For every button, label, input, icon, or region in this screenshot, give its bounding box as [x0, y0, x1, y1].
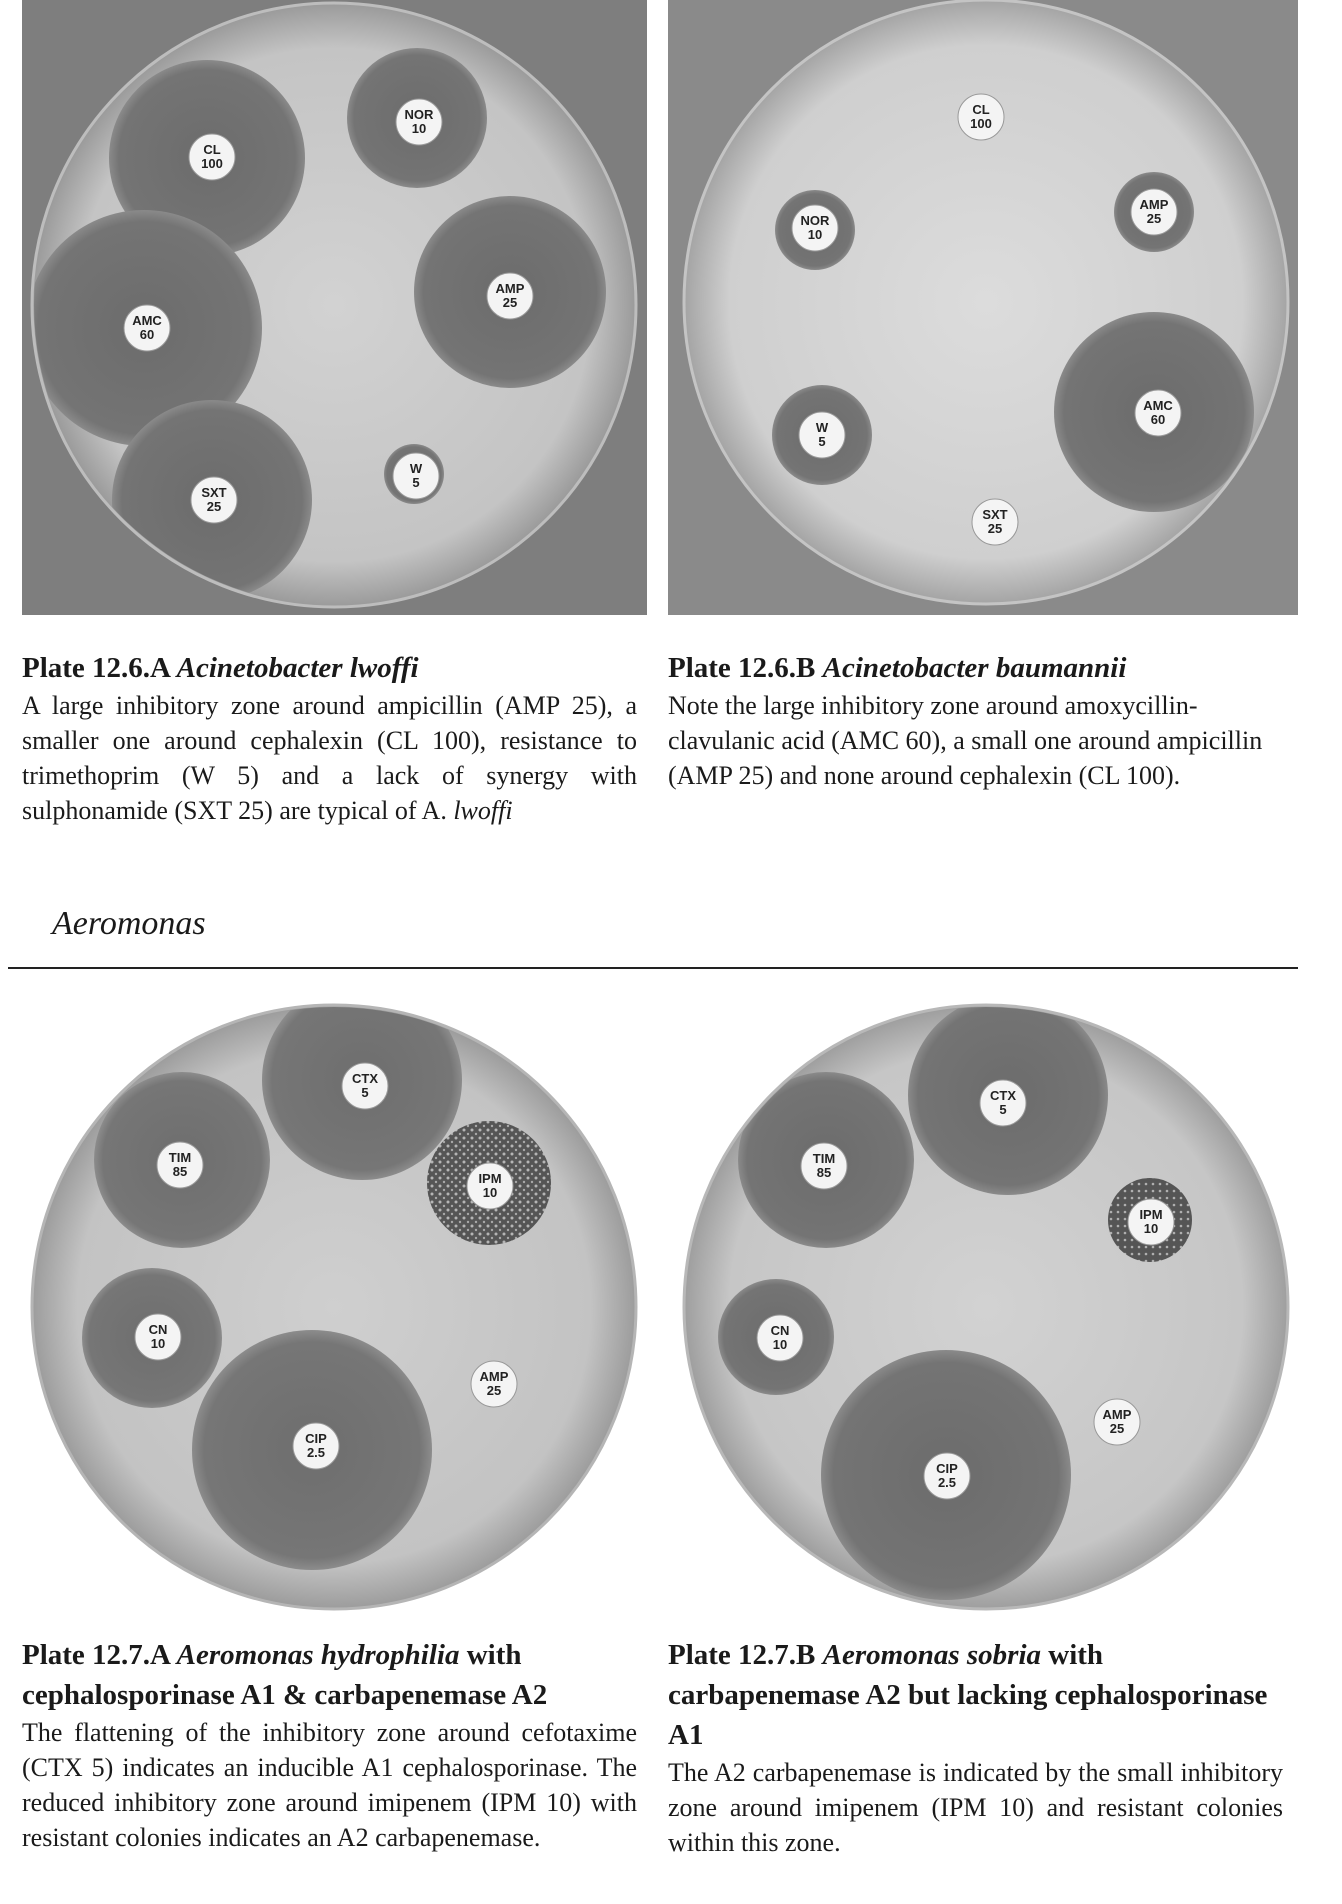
caption-body — [22, 688, 637, 828]
disk-label: 2.5 — [306, 1445, 326, 1460]
disk-label: AMC — [1143, 398, 1173, 413]
disk — [801, 1143, 847, 1189]
disk — [393, 453, 439, 499]
plate-number: Plate 12.6.B — [668, 652, 816, 684]
disk — [471, 1361, 517, 1407]
disk-label: IPM — [478, 1171, 502, 1186]
organism-name: Aeromonas sobria — [822, 1639, 1042, 1671]
disk-label: SXT — [201, 485, 227, 500]
disk-label: 25 — [502, 295, 518, 310]
disk-label: 100 — [201, 156, 223, 171]
disk-label: AMP — [1139, 197, 1169, 212]
disk-label: 25 — [206, 499, 222, 514]
section-heading: Aeromonas — [52, 905, 206, 942]
petri-dish-12-7-b — [668, 1000, 1298, 1615]
disk-label: AMP — [479, 1369, 509, 1384]
caption-12-7-b — [668, 1635, 1283, 1860]
petri-dish-12-6-b — [668, 0, 1298, 615]
caption-text: A large inhibitory zone around ampicillin (AMP 25), a smaller one around cephalexin (CL 100), resistance to trimethoprim (W 5) and a lack of synergy with sulphonamide (SXT 25) are typical of A. — [22, 691, 637, 825]
disk — [924, 1453, 970, 1499]
disk-label: 10 — [411, 121, 427, 136]
organism-name: Aeromonas hydrophilia — [176, 1639, 460, 1671]
caption-title-suffix: with cephalosporinase A1 & carbapenemase A2 — [22, 1639, 548, 1711]
disk — [972, 499, 1018, 545]
disk-label: 5 — [999, 1102, 1007, 1117]
disk-label: AMC — [132, 313, 162, 328]
caption-body — [668, 1755, 1283, 1860]
caption-12-6-a — [22, 648, 637, 828]
disk — [157, 1142, 203, 1188]
caption-title — [668, 1635, 1283, 1755]
caption-text-italic: lwoffi — [453, 796, 513, 825]
plate-number: Plate 12.7.B — [668, 1639, 816, 1671]
disk-label: 85 — [816, 1165, 832, 1180]
disk — [958, 94, 1004, 140]
disk-label: 25 — [1146, 211, 1162, 226]
disk-label: 85 — [172, 1164, 188, 1179]
disk-label: CTX — [352, 1071, 378, 1086]
disk — [799, 412, 845, 458]
disk-label: 5 — [412, 475, 420, 490]
disk-label: 25 — [1109, 1421, 1125, 1436]
disk-label: 2.5 — [937, 1475, 957, 1490]
disk-label: CN — [148, 1322, 168, 1337]
caption-12-7-a — [22, 1635, 637, 1855]
caption-body — [668, 688, 1283, 793]
disk — [467, 1163, 513, 1209]
disk-label: 60 — [139, 327, 155, 342]
disk-label: W — [815, 420, 829, 435]
plate-number: Plate 12.7.A — [22, 1639, 170, 1671]
disk-label: SXT — [982, 507, 1008, 522]
disk-label: 10 — [807, 227, 823, 242]
petri-dish-12-6-a — [22, 0, 647, 615]
disk-label: 10 — [1143, 1221, 1159, 1236]
disk-label: CL — [972, 102, 990, 117]
caption-title — [22, 648, 637, 688]
caption-text: The flattening of the inhibitory zone around cefotaxime (CTX 5) indicates an inducible A1 cephalosporinase. The reduced inhibitory zone around imipenem (IPM 10) with resistant colonies indicates an A2 carbapenemase. — [22, 1718, 637, 1852]
disk-label: 10 — [150, 1336, 166, 1351]
disk — [1128, 1199, 1174, 1245]
disk — [487, 273, 533, 319]
plate-number: Plate 12.6.A — [22, 652, 170, 684]
disk-label: CIP — [936, 1461, 958, 1476]
disk-label: 5 — [361, 1085, 369, 1100]
disk-label: AMP — [495, 281, 525, 296]
disk-label: CN — [770, 1323, 790, 1338]
disk-label: W — [409, 461, 423, 476]
disk-label: AMP — [1102, 1407, 1132, 1422]
disk-label: NOR — [800, 213, 830, 228]
organism-name: Acinetobacter lwoffi — [176, 652, 419, 684]
petri-dish-12-7-a — [22, 1000, 647, 1615]
caption-title-suffix: with carbapenemase A2 but lacking cephalosporinase A1 — [668, 1639, 1268, 1751]
disk — [1094, 1399, 1140, 1445]
caption-text: The A2 carbapenemase is indicated by the small inhibitory zone around imipenem (IPM 10) and resistant colonies within this zone. — [668, 1758, 1283, 1857]
disk — [342, 1063, 388, 1109]
disk-label: IPM — [1139, 1207, 1163, 1222]
disk-label: 100 — [970, 116, 992, 131]
caption-12-6-b — [668, 648, 1283, 793]
disk-label: TIM — [812, 1151, 836, 1166]
disk-label: CTX — [990, 1088, 1016, 1103]
disk — [1135, 390, 1181, 436]
disk-label: 25 — [486, 1383, 502, 1398]
disk-label: 10 — [482, 1185, 498, 1200]
caption-body — [22, 1715, 637, 1855]
disk — [757, 1315, 803, 1361]
caption-title — [668, 648, 1283, 688]
disk — [189, 134, 235, 180]
disk-label: 10 — [772, 1337, 788, 1352]
disk-label: TIM — [168, 1150, 192, 1165]
organism-name: Acinetobacter baumannii — [822, 652, 1127, 684]
caption-text: Note the large inhibitory zone around amoxycillin-clavulanic acid (AMC 60), a small one around ampicillin (AMP 25) and none around cephalexin (CL 100). — [668, 691, 1263, 790]
disk — [191, 477, 237, 523]
disk — [293, 1423, 339, 1469]
disk-label: NOR — [404, 107, 434, 122]
disk-label: 60 — [1150, 412, 1166, 427]
section-divider — [8, 967, 1298, 969]
caption-title — [22, 1635, 637, 1715]
disk — [1131, 189, 1177, 235]
disk-label: 5 — [818, 434, 826, 449]
disk — [980, 1080, 1026, 1126]
disk-label: CIP — [305, 1431, 327, 1446]
disk — [124, 305, 170, 351]
disk — [396, 99, 442, 145]
disk-label: 25 — [987, 521, 1003, 536]
disk — [792, 205, 838, 251]
disk-label: CL — [203, 142, 221, 157]
disk — [135, 1314, 181, 1360]
